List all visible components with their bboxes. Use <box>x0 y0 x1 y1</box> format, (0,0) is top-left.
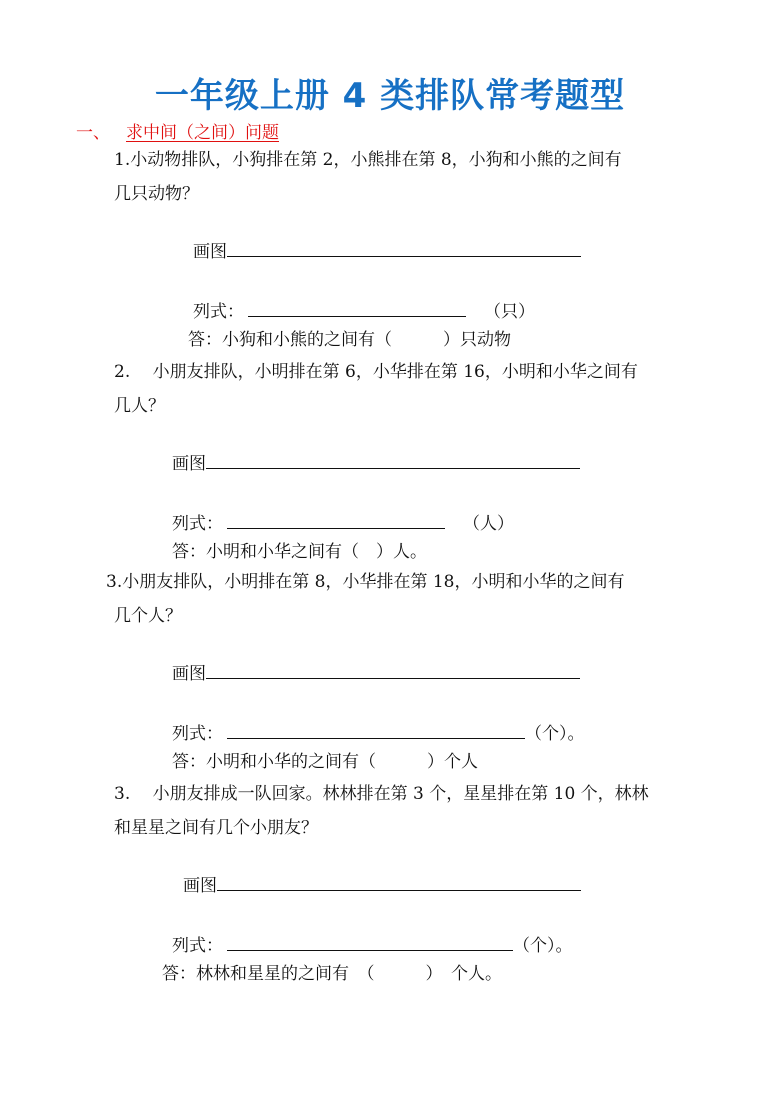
drawing-blank[interactable] <box>217 872 581 891</box>
formula-label: 列式： <box>172 724 223 744</box>
unit-label: （个）。 <box>513 936 573 956</box>
formula-blank[interactable] <box>248 298 466 317</box>
section-heading <box>76 118 279 143</box>
problem-4-question-line-2: 和星星之间有几个小朋友？ <box>114 818 318 838</box>
page-title: 一年级上册 4 类排队常考题型 <box>154 76 626 116</box>
section-number: 一、 <box>76 123 110 143</box>
problem-1-question-line-1: 1.小动物排队，小狗排在第 2，小熊排在第 8，小狗和小熊的之间有 <box>114 150 622 170</box>
problem-2-formula <box>172 510 514 536</box>
problem-1-drawing <box>193 238 581 264</box>
formula-label: 列式： <box>193 302 244 322</box>
problem-4-formula <box>172 932 573 958</box>
problem-3-drawing <box>172 660 580 686</box>
problem-1-question-line-2: 几只动物？ <box>114 184 199 204</box>
problem-3-formula <box>172 720 585 746</box>
problem-4-drawing <box>183 872 581 898</box>
problem-2-question-line-1: 2. 小朋友排队，小明排在第 6，小华排在第 16，小明和小华之间有 <box>114 362 638 382</box>
drawing-blank[interactable] <box>227 238 581 257</box>
unit-label: （只） <box>484 302 535 322</box>
drawing-label: 画图 <box>193 242 227 262</box>
formula-label: 列式： <box>172 936 223 956</box>
unit-label: （个）。 <box>525 724 585 744</box>
formula-blank[interactable] <box>227 932 513 951</box>
problem-3-question-line-1: 3.小朋友排队，小明排在第 8，小华排在第 18，小明和小华的之间有 <box>106 572 625 592</box>
problem-2-question-line-2: 几人？ <box>114 396 165 416</box>
drawing-blank[interactable] <box>206 450 580 469</box>
problem-1-answer: 答：小狗和小熊的之间有（ ）只动物 <box>188 330 511 350</box>
problem-2-drawing <box>172 450 580 476</box>
problem-2-answer: 答：小明和小华之间有（ ）人。 <box>172 542 427 562</box>
formula-blank[interactable] <box>227 720 525 739</box>
problem-4-answer: 答：林林和星星的之间有 （ ） 个人。 <box>162 964 502 984</box>
formula-blank[interactable] <box>227 510 445 529</box>
problem-4-question-line-1: 3. 小朋友排成一队回家。林林排在第 3 个，星星排在第 10 个，林林 <box>114 784 649 804</box>
drawing-label: 画图 <box>183 876 217 896</box>
formula-label: 列式： <box>172 514 223 534</box>
problem-3-question-line-2: 几个人？ <box>114 606 182 626</box>
unit-label: （人） <box>463 514 514 534</box>
problem-3-answer: 答：小明和小华的之间有（ ）个人 <box>172 752 478 772</box>
drawing-label: 画图 <box>172 454 206 474</box>
problem-1-formula <box>193 298 535 324</box>
drawing-blank[interactable] <box>206 660 580 679</box>
drawing-label: 画图 <box>172 664 206 684</box>
section-label: 求中间（之间）问题 <box>126 123 279 143</box>
